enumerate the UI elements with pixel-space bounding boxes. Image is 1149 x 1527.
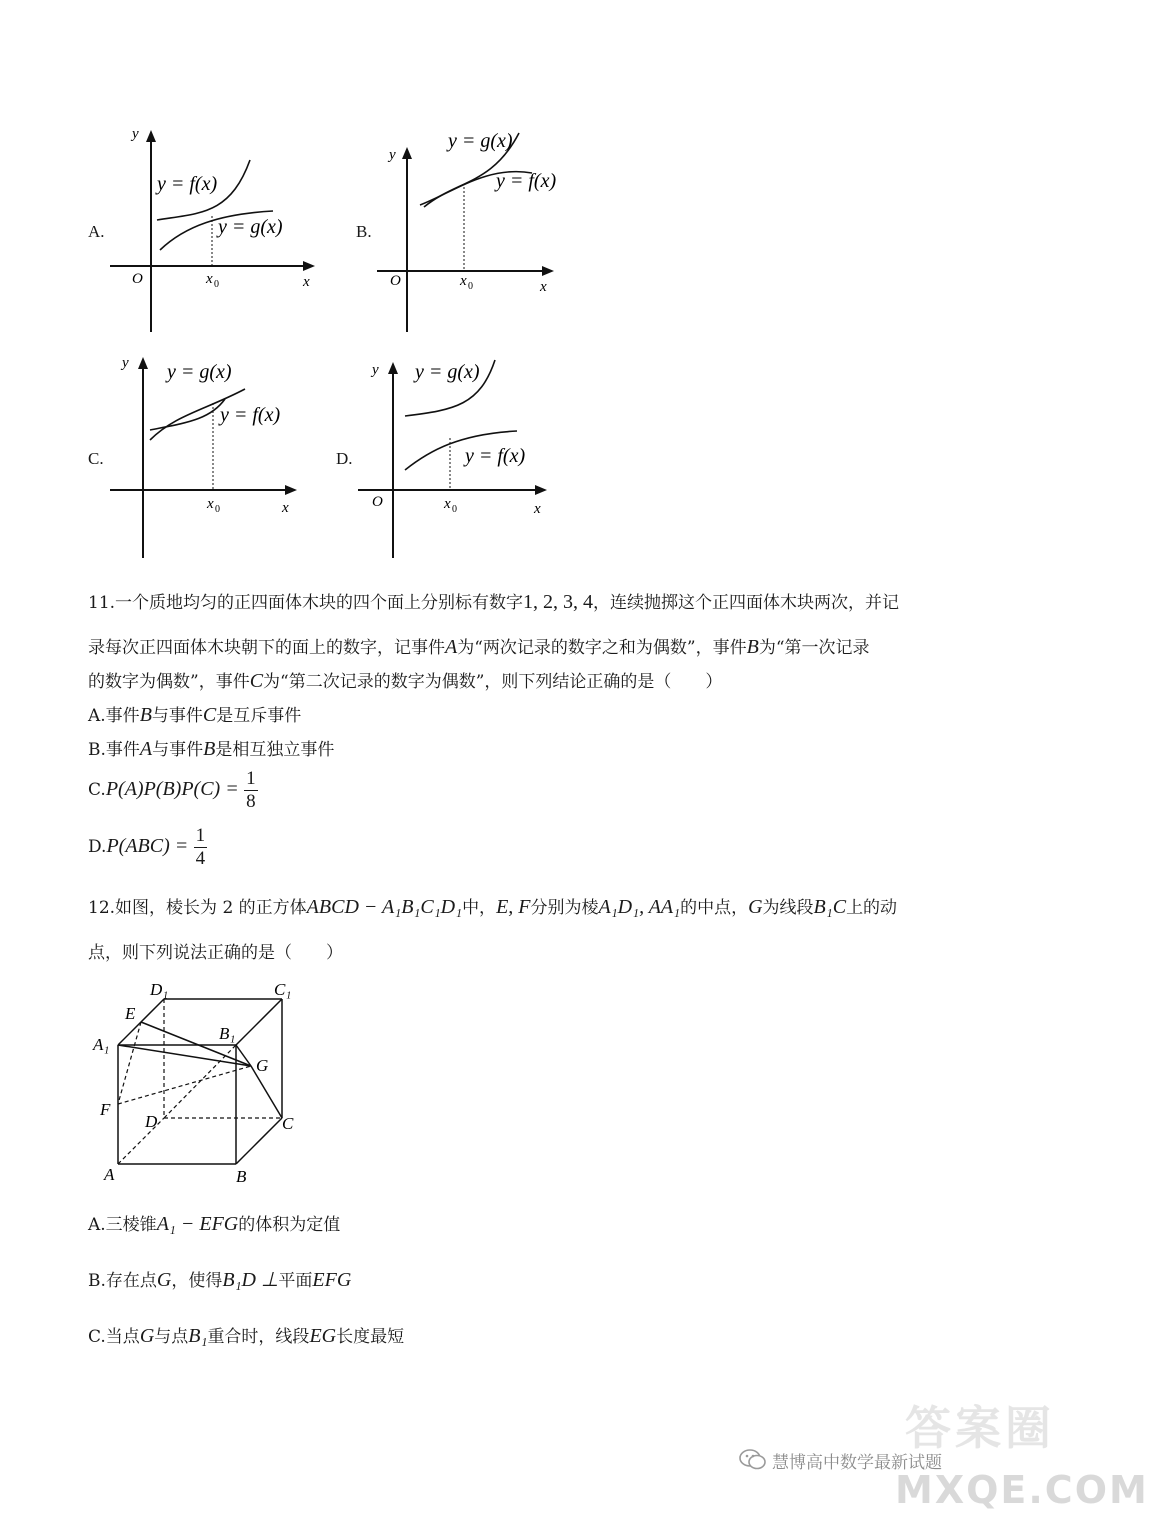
- probability-expression: P(A)P(B)P(C) =: [105, 778, 239, 800]
- graph-option-d: [355, 350, 565, 560]
- y-axis-arrow: [402, 147, 412, 159]
- x-axis-arrow: [535, 485, 547, 495]
- svg-text:C₁: C₁: [274, 980, 292, 999]
- f-label: y = f(x): [220, 404, 281, 426]
- q11-option-a: A.事件B与事件C是互斥事件: [88, 704, 302, 726]
- svg-text:C: C: [282, 1114, 294, 1133]
- g-label: y = g(x): [218, 216, 283, 238]
- q11-option-c: C.P(A)P(B)P(C) = $\frac{1}{8}$: [88, 768, 256, 812]
- fraction: $\frac{1}{8}$: [246, 768, 256, 812]
- svg-text:D₁: D₁: [150, 980, 169, 999]
- origin-label: O: [390, 273, 401, 289]
- q11-option-d: D.P(ABC) = $\frac{1}{4}$: [88, 825, 206, 869]
- q12-option-b: B.存在点G，使得B₁D ⊥平面EFG: [88, 1269, 352, 1291]
- q12-option-c: C.当点G与点B₁重合时，线段EG长度最短: [88, 1325, 405, 1347]
- q11-line-2: 录每次正四面体木块朝下的面上的数字，记事件A为“两次记录的数字之和为偶数”，事件B为“第一次记录: [88, 636, 870, 658]
- x0-subscript: 0: [452, 504, 457, 515]
- svg-text:B₁: B₁: [219, 1024, 236, 1043]
- y-axis-arrow: [138, 357, 148, 369]
- origin-label: O: [132, 271, 143, 287]
- svg-text:A₁: A₁: [93, 1035, 110, 1054]
- x-axis-label: x: [303, 274, 310, 290]
- event-c: C: [249, 670, 264, 692]
- x-axis-arrow: [303, 261, 315, 271]
- watermark-channel: 慧博高中数学最新试题: [772, 1453, 942, 1473]
- watermark-logo: 答案圈: [905, 1401, 1055, 1455]
- q11-option-b: B.事件A与事件B是相互独立事件: [88, 738, 335, 760]
- f-label: y = f(x): [465, 445, 526, 467]
- probability-expression: P(ABC) =: [106, 835, 189, 857]
- watermark-site: MXQE.COM: [895, 1468, 1149, 1512]
- x0-label: x: [207, 496, 214, 512]
- q11-line-1: 11.一个质地均匀的正四面体木块的四个面上分别标有数字1, 2, 3, 4，连续抛掷这个正四面体木块两次，并记: [88, 591, 900, 613]
- svg-text:F: F: [100, 1100, 111, 1119]
- g-label: y = g(x): [415, 361, 480, 383]
- wechat-icon: [738, 1446, 768, 1472]
- graph-option-b: [372, 125, 572, 335]
- x-axis-label: x: [282, 500, 289, 516]
- svg-text:D: D: [145, 1112, 158, 1131]
- graph-option-c-letter: C.: [88, 449, 104, 468]
- fraction: $\frac{1}{4}$: [195, 825, 206, 869]
- q12-option-a: A.三棱锥A₁ − EFG的体积为定值: [88, 1213, 341, 1235]
- event-b: B: [746, 636, 759, 658]
- g-label: y = g(x): [448, 130, 513, 152]
- graph-option-c: [105, 345, 305, 560]
- cube-figure: [88, 975, 318, 1185]
- cube-name: ABCD − A₁B₁C₁D₁: [306, 896, 463, 918]
- q12-line-2: 点，则下列说法正确的是（ ）: [88, 943, 343, 963]
- graph-option-b-letter: B.: [356, 222, 372, 241]
- f-label: y = f(x): [496, 170, 557, 192]
- number-list: 1, 2, 3, 4: [523, 591, 594, 613]
- x0-label: x: [206, 271, 213, 287]
- svg-text:E: E: [125, 1004, 136, 1023]
- x0-subscript: 0: [214, 279, 219, 290]
- x0-subscript: 0: [215, 504, 220, 515]
- x0-label: x: [460, 273, 467, 289]
- graph-option-d-letter: D.: [336, 449, 353, 468]
- x0-label: x: [444, 496, 451, 512]
- svg-text:B: B: [236, 1167, 247, 1186]
- svg-text:G: G: [256, 1056, 269, 1075]
- f-label: y = f(x): [157, 173, 218, 195]
- x-axis-label: x: [534, 501, 541, 517]
- graph-option-a: [105, 120, 325, 335]
- y-axis-label: y: [372, 362, 379, 378]
- x-axis-arrow: [542, 266, 554, 276]
- y-axis-label: y: [132, 126, 139, 142]
- svg-text:A: A: [104, 1165, 115, 1184]
- event-a: A: [445, 636, 458, 658]
- y-axis-arrow: [388, 362, 398, 374]
- x0-subscript: 0: [468, 281, 473, 292]
- y-axis-label: y: [122, 355, 129, 371]
- g-label: y = g(x): [167, 361, 232, 383]
- y-axis-label: y: [389, 147, 396, 163]
- y-axis-arrow: [146, 130, 156, 142]
- origin-label: O: [372, 494, 383, 510]
- q12-line-1: 12.如图，棱长为 2 的正方体ABCD − A₁B₁C₁D₁中，E, F分别为棱A₁D₁, AA₁的中点，G为线段B₁C上的动: [88, 896, 898, 918]
- graph-option-a-letter: A.: [88, 222, 105, 241]
- q11-line-3: 的数字为偶数”，事件C为“第二次记录的数字为偶数”，则下列结论正确的是（ ）: [88, 670, 723, 692]
- x-axis-label: x: [540, 279, 547, 295]
- x-axis-arrow: [285, 485, 297, 495]
